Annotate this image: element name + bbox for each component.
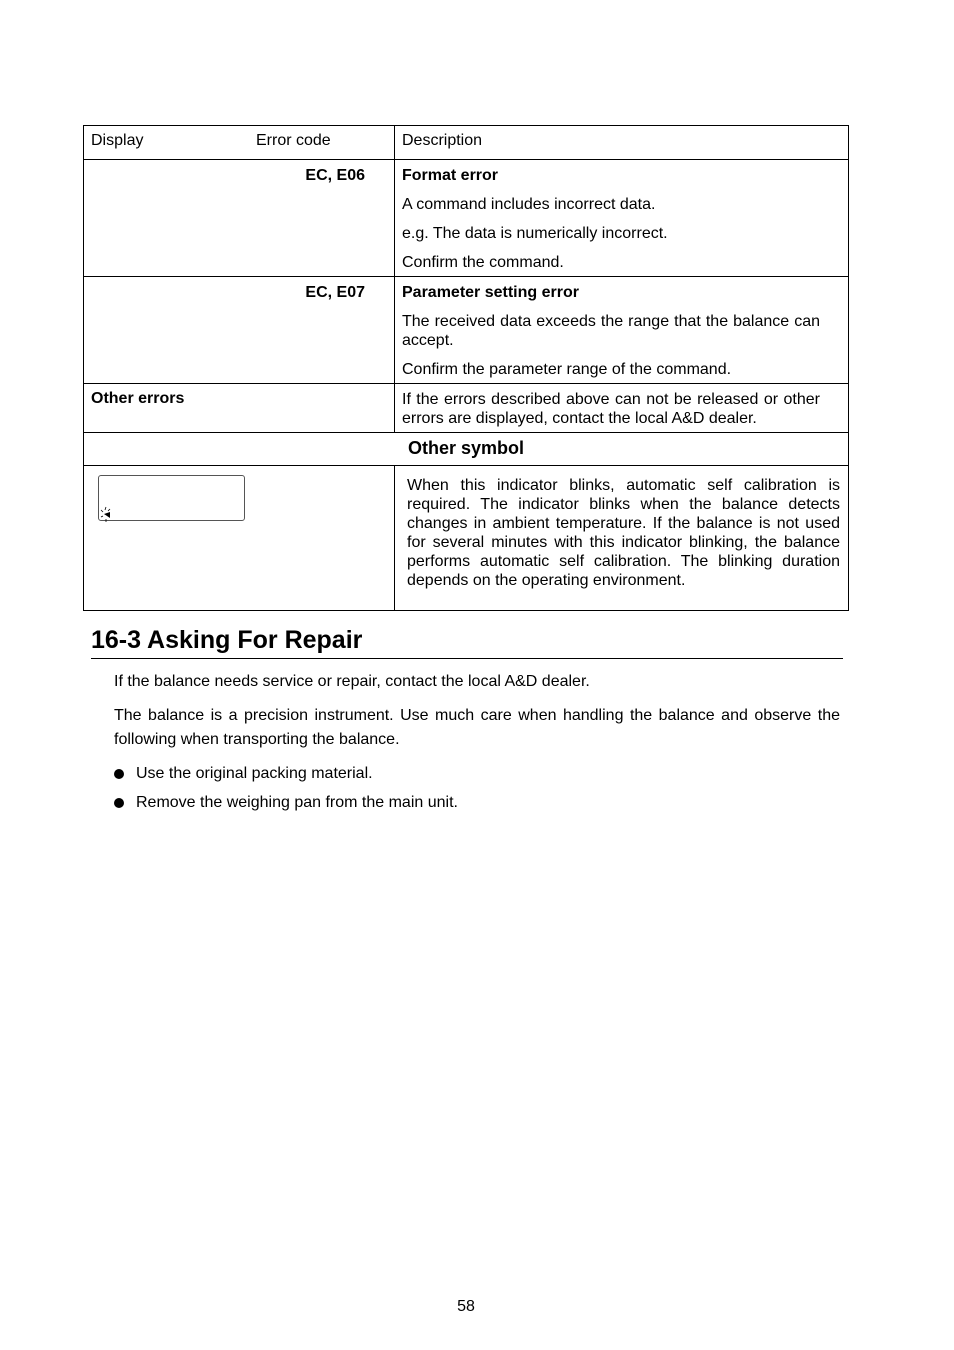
symbol-description (395, 466, 849, 611)
error-code-e06: EC, E06 (305, 167, 365, 184)
bullet-icon (114, 798, 124, 808)
section-title: 16-3 Asking For Repair (91, 625, 843, 659)
list-item (114, 791, 840, 815)
table-header-row (84, 126, 849, 160)
header-display: Display (91, 132, 144, 149)
other-errors-text: If the errors described above can not be released or other errors are displayed, contact the local A&D dealer. (402, 391, 820, 427)
symbol-display-cell (84, 466, 395, 611)
table-row (84, 160, 849, 277)
error-title: Format error (402, 167, 499, 184)
error-detail: A command includes incorrect data. (402, 196, 656, 213)
error-detail: Confirm the parameter range of the command. (402, 361, 732, 378)
table-row (84, 466, 849, 611)
paragraph: If the balance needs service or repair, contact the local A&D dealer. (114, 673, 590, 690)
list-item-text: Remove the weighing pan from the main unit. (136, 794, 458, 811)
row-e06-description (395, 160, 849, 277)
list-item-text: Use the original packing material. (136, 765, 373, 782)
page-number: 58 (457, 1298, 475, 1315)
row-e07-description (395, 277, 849, 384)
other-errors-label: Other errors (84, 384, 395, 433)
error-detail: Confirm the command. (402, 254, 564, 271)
paragraph: The balance is a precision instrument. Use much care when handling the balance and observe the following when transporting the balance. (114, 707, 840, 748)
error-detail: e.g. The data is numerically incorrect. (402, 225, 668, 242)
header-description: Description (395, 126, 849, 160)
lcd-display (98, 475, 245, 521)
table-row (84, 384, 849, 433)
table-row (84, 433, 849, 466)
other-errors-description (395, 384, 849, 433)
header-left-cell (84, 126, 395, 160)
error-code-table (83, 125, 849, 611)
list-item (114, 762, 840, 786)
other-symbol-title: Other symbol (84, 433, 849, 466)
table-row (84, 277, 849, 384)
error-detail: The received data exceeds the range that the balance can accept. (402, 313, 820, 349)
symbol-description-text: When this indicator blinks, automatic self calibration is required. The indicator blinks when the balance detects changes in ambient temperature. If the balance is not used for several minutes with this indicator blinking, the balance performs automatic self calibration. The blinking duration depends on the operating environment. (407, 477, 840, 589)
row-e07-left (84, 277, 395, 384)
error-title: Parameter setting error (402, 284, 579, 301)
header-error-code: Error code (256, 132, 331, 149)
row-e06-left (84, 160, 395, 277)
bullet-list (114, 762, 840, 820)
error-code-e07: EC, E07 (305, 284, 365, 301)
blinking-calibration-indicator-icon (99, 505, 119, 525)
bullet-icon (114, 769, 124, 779)
